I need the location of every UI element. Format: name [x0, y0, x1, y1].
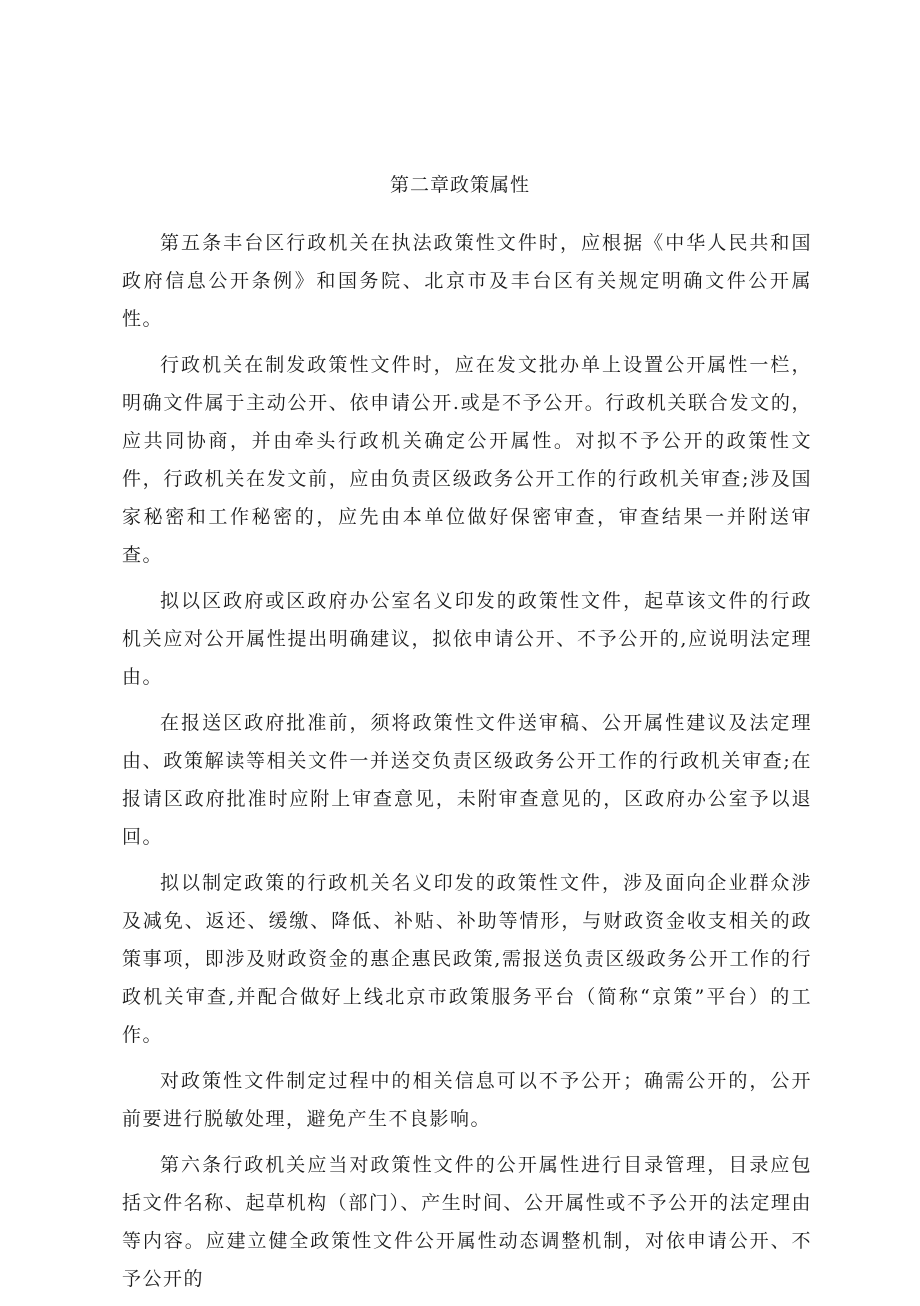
paragraph-desensitization: 对政策性文件制定过程中的相关信息可以不予公开；确需公开的，公开前要进行脱敏处理，避免产生不良影响。: [122, 1070, 812, 1130]
chapter-title: 第二章政策属性: [389, 174, 530, 196]
paragraph-district-government-issuance: 拟以区政府或区政府办公室名义印发的政策性文件，起草该文件的行政机关应对公开属性提出明确建议，拟依申请公开、不予公开的,应说明法定理由。: [122, 590, 812, 688]
document-body: [122, 224, 812, 1306]
paragraph-approval-review: 在报送区政府批准前，须将政策性文件送审稿、公开属性建议及法定理由、政策解读等相关文件一并送交负责区级政务公开工作的行政机关审查;在报请区政府批准时应附上审查意见，未附审查意见的，区政府办公室予以退回。: [122, 712, 812, 848]
paragraph-disclosure-setting: 行政机关在制发政策性文件时，应在发文批办单上设置公开属性一栏，明确文件属于主动公开、依申请公开.或是不予公开。行政机关联合发文的，应共同协商，并由牵头行政机关确定公开属性。对拟不予公开的政策性文件，行政机关在发文前，应由负责区级政务公开工作的行政机关审查;涉及国家秘密和工作秘密的，应先由本单位做好保密审查，审查结果一并附送审查。: [122, 354, 812, 566]
paragraph-article-5: 第五条丰台区行政机关在执法政策性文件时，应根据《中华人民共和国政府信息公开条例》和国务院、北京市及丰台区有关规定明确文件公开属性。: [122, 232, 812, 330]
paragraph-fiscal-policy: 拟以制定政策的行政机关名义印发的政策性文件，涉及面向企业群众涉及减免、返还、缓缴、降低、补贴、补助等情形，与财政资金收支相关的政策事项，即涉及财政资金的惠企惠民政策,需报送负责区级政务公开工作的行政机关审查,并配合做好上线北京市政策服务平台（简称“京策”平台）的工作。: [122, 872, 812, 1046]
paragraph-article-6: 第六条行政机关应当对政策性文件的公开属性进行目录管理，目录应包括文件名称、起草机构（部门）、产生时间、公开属性或不予公开的法定理由等内容。应建立健全政策性文件公开属性动态调整机制，对依申请公开、不予公开的: [122, 1154, 812, 1290]
